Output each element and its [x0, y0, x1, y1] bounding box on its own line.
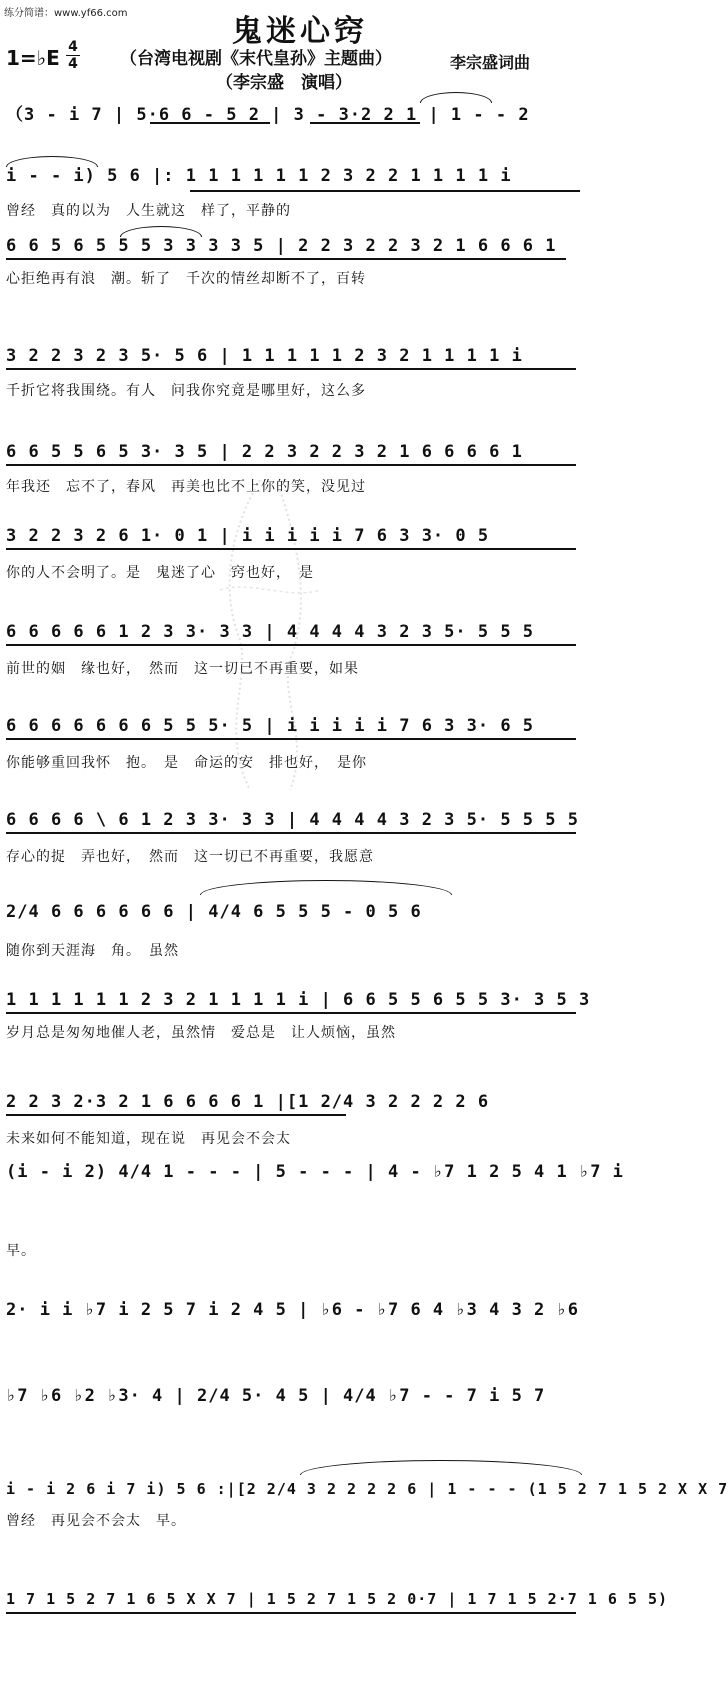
note-line: 6 6 6 6 6 1 2 3 3· 3 3 | 4 4 4 4 3 2 3 5· 5 5 5	[6, 622, 535, 642]
beam-underline	[6, 1612, 576, 1614]
note-line: 3 2 2 3 2 6 1· 0 1 | i i i i i 7 6 3 3· 0 5	[6, 526, 490, 546]
lyric-line: 你的人不会明了。是 鬼迷了心 窍也好， 是	[6, 565, 314, 581]
slur-mark	[6, 156, 98, 167]
beam-underline	[6, 548, 576, 550]
beam-underline	[6, 1012, 576, 1014]
singer-credit: （李宗盛 演唱）	[216, 73, 352, 93]
slur-mark	[420, 92, 492, 103]
time-signature	[66, 40, 80, 71]
note-line: 6 6 6 6 \ 6 1 2 3 3· 3 3 | 4 4 4 4 3 2 3 5· 5 5 5 5	[6, 810, 579, 830]
lyric-line: 千折它将我围绕。有人 问我你究竟是哪里好，这么多	[6, 383, 366, 399]
note-line: 1 7 1 5 2 7 1 6 5 X X 7 | 1 5 2 7 1 5 2 0·7 | 1 7 1 5 2·7 1 6 5 5)	[6, 1590, 669, 1608]
lyric-line: 年我还 忘不了，春风 再美也比不上你的笑，没见过	[6, 479, 366, 495]
beam-underline	[6, 258, 566, 260]
lyric-line: 心拒绝再有浪 潮。斩了 千次的情丝却断不了，百转	[6, 271, 366, 287]
key-signature: 1=♭E	[6, 46, 60, 70]
slur-mark	[300, 1460, 582, 1475]
slur-mark	[200, 880, 452, 895]
note-line: 6 6 5 5 6 5 3· 3 5 | 2 2 3 2 2 3 2 1 6 6 6 6 1	[6, 442, 523, 462]
note-line: i - - i) 5 6 |: 1 1 1 1 1 1 2 3 2 2 1 1 1 1 i	[6, 166, 512, 186]
beam-underline	[150, 122, 270, 124]
lyric-line: 存心的捉 弄也好， 然而 这一切已不再重要，我愿意	[6, 849, 374, 865]
note-line: （3 - i 7 | 5·6 6 - 5 2 | 3 - 3·2 2 1 | 1 - - 2	[6, 105, 530, 125]
note-line: 6 6 5 6 5 5 5 3 3 3 3 5 | 2 2 3 2 2 3 2 1 6 6 6 1	[6, 236, 557, 256]
lyric-line: 早。	[6, 1243, 36, 1259]
song-title: 鬼迷心窍	[232, 14, 368, 49]
lyricist-credit: 李宗盛词曲	[450, 53, 531, 72]
lyric-line: 未来如何不能知道，现在说 再见会不会太	[6, 1131, 291, 1147]
beam-underline	[6, 738, 576, 740]
note-line: i - i 2 6 i 7 i) 5 6 :|[2 2/4 3 2 2 2 2 6 | 1 - - - (1 5 2 7 1 5 2 X X 7	[6, 1480, 728, 1498]
lyric-line: 岁月总是匆匆地催人老，虽然情 爱总是 让人烦恼，虽然	[6, 1025, 396, 1041]
beam-underline	[6, 464, 576, 466]
beam-underline	[310, 122, 420, 124]
lyric-line: 你能够重回我怀 抱。 是 命运的安 排也好， 是你	[6, 755, 367, 771]
slur-mark	[120, 226, 202, 237]
note-line: 3 2 2 3 2 3 5· 5 6 | 1 1 1 1 1 2 3 2 1 1 1 1 i	[6, 346, 523, 366]
time-bottom: 4	[68, 56, 78, 72]
beam-underline	[6, 644, 576, 646]
time-top: 4	[68, 39, 78, 55]
site-watermark: 练分简谱：www.yf66.com	[4, 8, 128, 19]
lyric-line: 前世的姻 缘也好， 然而 这一切已不再重要，如果	[6, 661, 359, 677]
beam-underline	[6, 368, 576, 370]
note-line: ♭7 ♭6 ♭2 ♭3· 4 | 2/4 5· 4 5 | 4/4 ♭7 - - 7 i 5 7	[6, 1386, 546, 1406]
note-line: 2/4 6 6 6 6 6 6 | 4/4 6 5 5 5 - 0 5 6	[6, 902, 422, 922]
note-line: 2 2 3 2·3 2 1 6 6 6 6 1 |[1 2/4 3 2 2 2 2 6	[6, 1092, 490, 1112]
lyric-line: 曾经 真的以为 人生就这 样了，平静的	[6, 203, 291, 219]
note-line: 6 6 6 6 6 6 6 5 5 5· 5 | i i i i i 7 6 3 3· 6 5	[6, 716, 535, 736]
note-line: 2· i i ♭7 i 2 5 7 i 2 4 5 | ♭6 - ♭7 6 4 ♭3 4 3 2 ♭6	[6, 1300, 579, 1320]
note-line: (i - i 2) 4/4 1 - - - | 5 - - - | 4 - ♭7 1 2 5 4 1 ♭7 i	[6, 1162, 624, 1182]
note-line: 1 1 1 1 1 1 2 3 2 1 1 1 1 i | 6 6 5 5 6 5 5 3· 3 5 3	[6, 990, 591, 1010]
lyric-line: 随你到天涯海 角。 虽然	[6, 943, 179, 959]
song-subtitle: （台湾电视剧《末代皇孙》主题曲）	[120, 49, 392, 69]
lyric-line: 曾经 再见会不会太 早。	[6, 1513, 186, 1529]
beam-underline	[6, 832, 576, 834]
beam-underline	[6, 1114, 346, 1116]
beam-underline	[190, 190, 580, 192]
